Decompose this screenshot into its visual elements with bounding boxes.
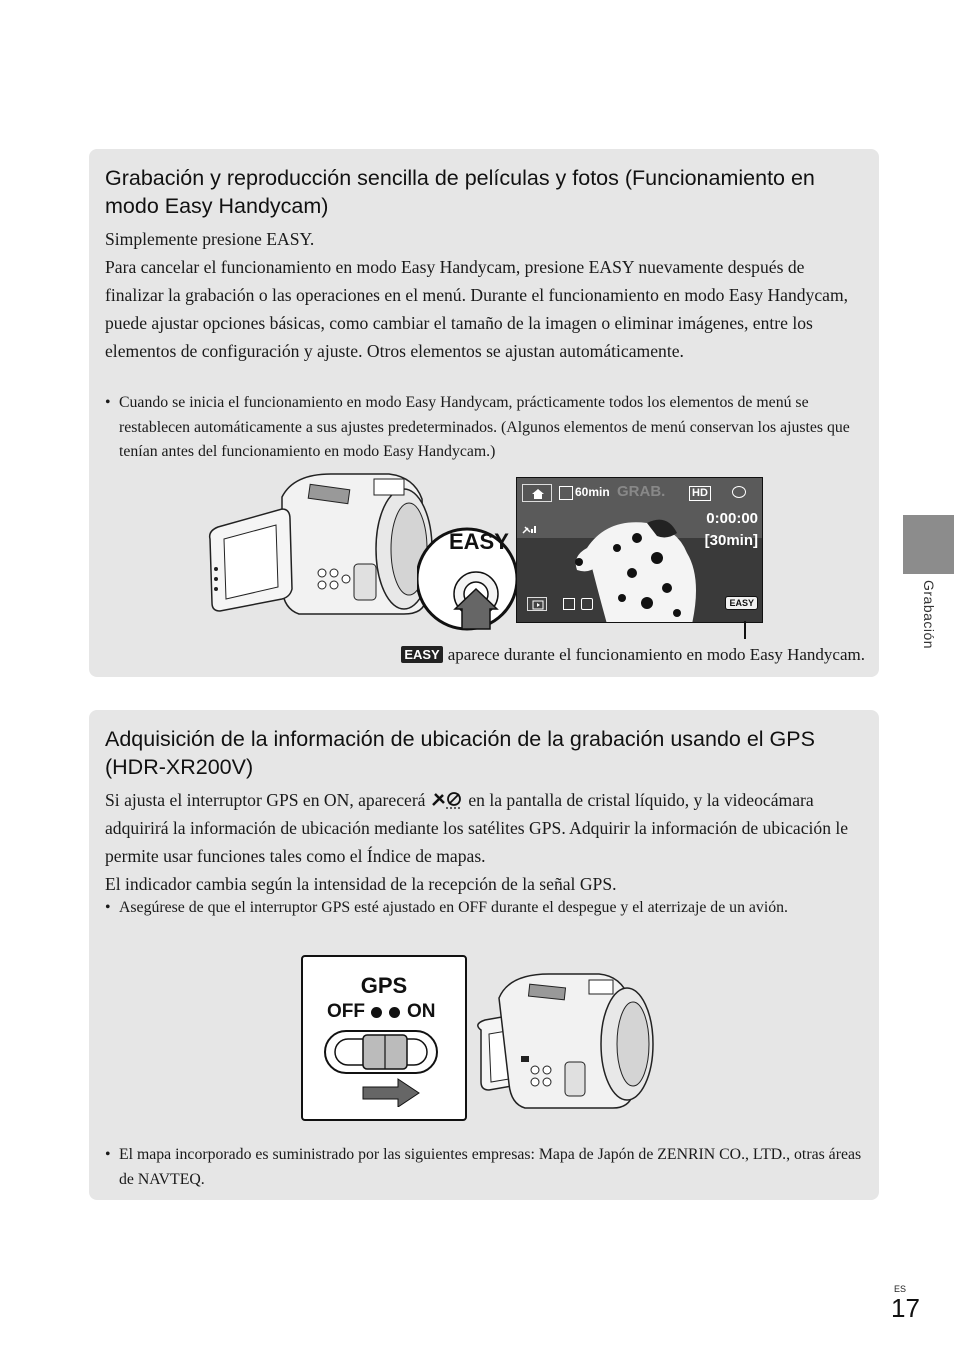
page-language: ES [894,1284,907,1294]
section-body [105,786,865,898]
gps-switch-callout [301,955,467,1121]
off-label: OFF [327,1001,365,1022]
easy-indicator: EASY [725,596,758,610]
paragraph [105,786,865,870]
chapter-tab-label: Grabación [921,580,937,650]
paragraph: Simplemente presione EASY. [105,229,315,249]
note-bullet [105,896,863,921]
bullet-dot: • [105,1146,111,1163]
easy-badge: EASY [401,646,442,663]
gps-switch[interactable] [323,1027,447,1107]
note-bullet [105,1143,863,1192]
easy-handycam-section [89,149,879,677]
media-icon [732,486,746,498]
smile-shutter-icon [581,598,593,610]
playback-icon[interactable] [527,597,547,611]
face-detection-icon [563,598,575,610]
section-title: Grabación y reproducción sencilla de películas y fotos (Funcionamiento en modo Easy Handycam) [105,166,815,218]
bullet-dot: • [105,394,111,411]
camcorder-gps-illustration [469,968,669,1118]
gps-switch-label: GPS [360,973,408,998]
note-text: El mapa incorporado es suministrado por las siguientes empresas: Mapa de Japón de ZENRIN CO., LTD., otras áreas de NAVTEQ. [119,1146,862,1188]
easy-button-label: EASY [449,529,509,554]
off-dot [371,1007,382,1018]
paragraph: Para cancelar el funcionamiento en modo Easy Handycam, presione EASY nuevamente después de finalizar la grabación o las operaciones en el menú. Durante el funcionamiento en modo Easy Handycam, puede ajustar opciones básicas, como cambiar el tamaño de la imagen o eliminar imágenes, entre los elementos de configuración y ajuste. Otros elementos se ajustan automáticamente. [105,257,849,361]
note-text: Cuando se inicia el funcionamiento en modo Easy Handycam, prácticamente todos los elementos de menú se restablecen automáticamente a sus ajustes predeterminados. (Algunos elementos de menú conservan los ajustes que tenían antes del funcionamiento en modo Easy Handycam.) [119,394,850,460]
on-dot [389,1007,400,1018]
bullet-dot: • [105,899,111,916]
remaining-time: [30min] [704,532,758,549]
paragraph-end: en la pantalla de cristal líquido, y la videocámara adquirirá la información de ubicación mediante los satélites GPS. Adquirir la información de ubicación le permite usar funciones tales como el Índice de mapas. [105,790,849,866]
gps-section [89,710,879,1200]
section-body [105,225,865,365]
caption-text: aparece durante el funcionamiento en modo Easy Handycam. [447,645,865,664]
note-text: Asegúrese de que el interruptor GPS esté ajustado en OFF durante el despegue y el aterrizaje de un avión. [119,899,788,916]
gps-signal-icon [522,524,536,534]
paragraph-start: Si ajusta el interruptor GPS en ON, aparecerá [105,790,426,810]
chapter-tab [903,515,954,574]
figure-caption [401,643,865,667]
recording-status: GRAB. [617,483,666,500]
section-title: Adquisición de la información de ubicación de la grabación usando el GPS (HDR-XR200V) [105,727,815,779]
note-bullet [105,391,863,465]
gps-triangulating-icon [430,789,464,809]
paragraph: El indicador cambia según la intensidad de la recepción de la señal GPS. [105,874,617,894]
on-label: ON [407,1001,436,1022]
lcd-screen [516,477,763,623]
callout-line [744,621,746,639]
page-number: 17 [891,1293,920,1323]
home-icon[interactable] [522,484,552,502]
battery-time: 60min [575,485,610,499]
battery-icon [559,486,573,500]
timecode: 0:00:00 [706,510,758,527]
hd-quality-badge: HD [689,486,711,501]
